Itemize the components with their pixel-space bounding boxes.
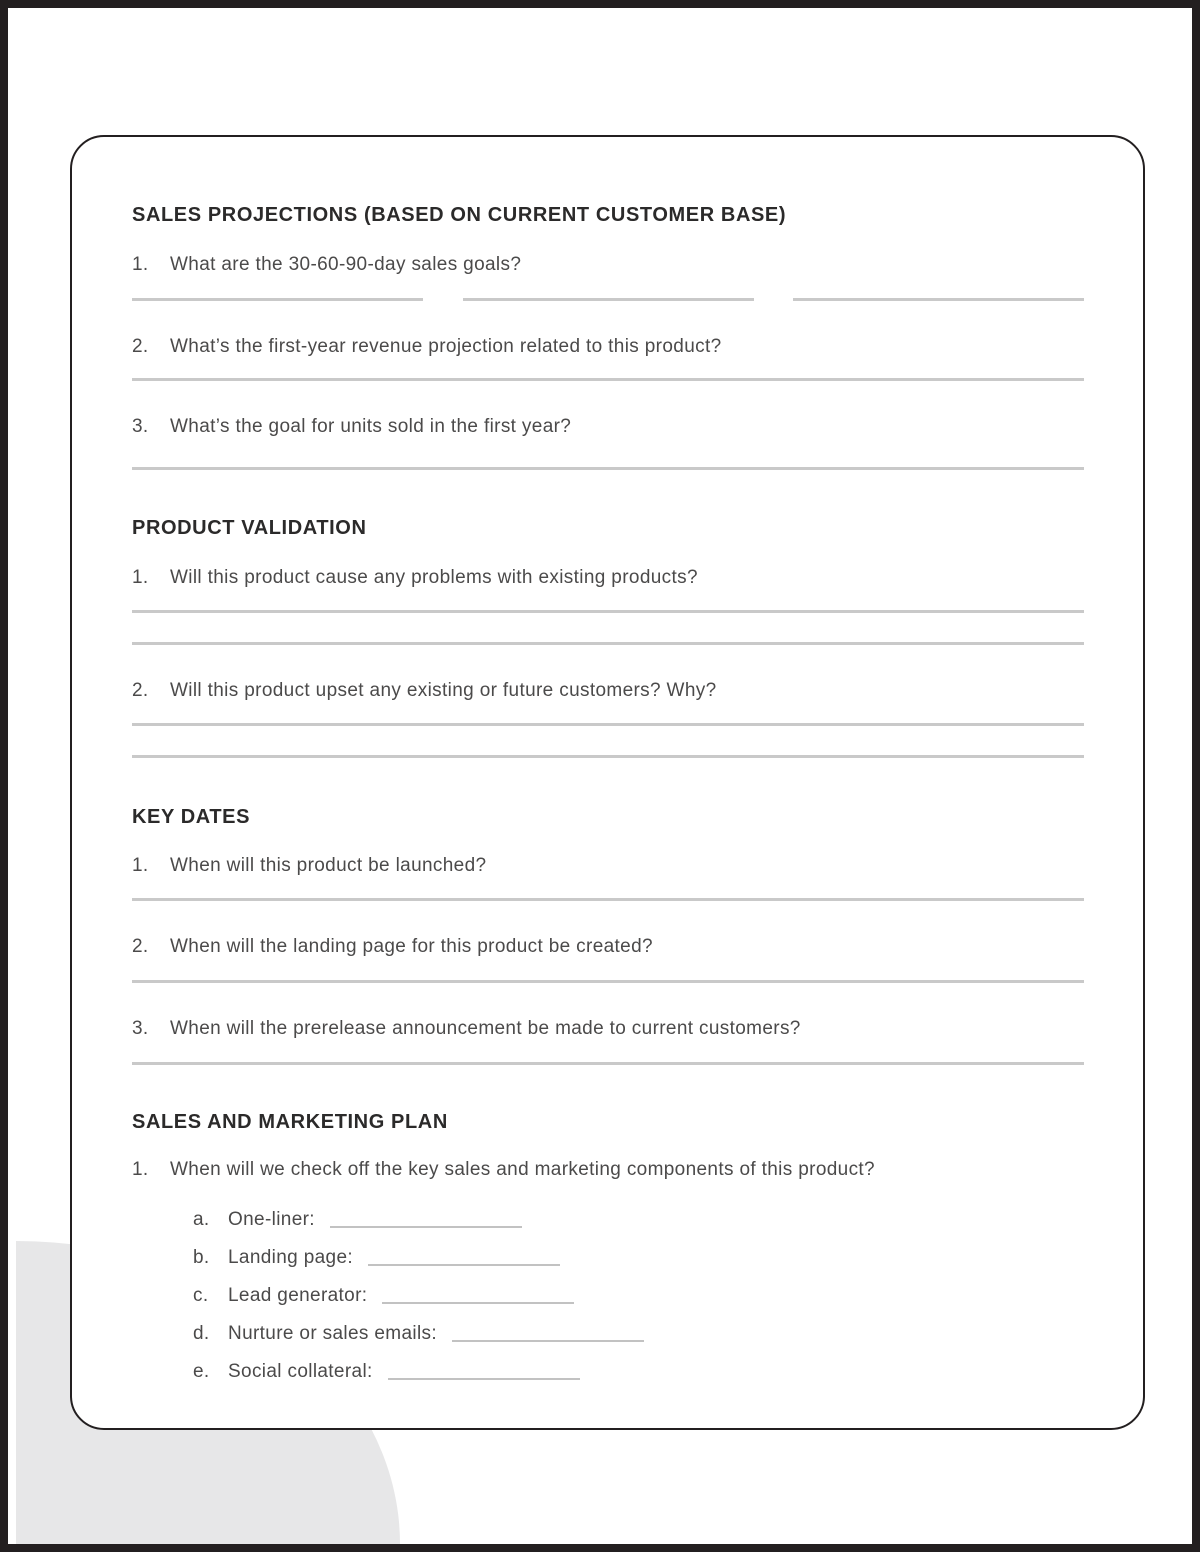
question-text: When will this product be launched? <box>170 855 487 876</box>
question-text: What are the 30-60-90-day sales goals? <box>170 254 522 275</box>
question-row <box>132 415 1084 439</box>
question-number: 2. <box>132 936 149 957</box>
question-number: 1. <box>132 1159 149 1180</box>
sub-item-row <box>193 1360 1084 1384</box>
answer-line <box>132 610 1084 613</box>
question-text: Will this product cause any problems with existing products? <box>170 567 698 588</box>
section-sales-projections <box>132 203 1084 470</box>
sub-item-letter: d. <box>193 1323 210 1344</box>
question-row <box>132 679 1084 703</box>
sub-item-row <box>193 1284 1084 1308</box>
question-text: When will the landing page for this product be created? <box>170 936 653 957</box>
question-row <box>132 253 1084 277</box>
answer-line <box>132 378 1084 381</box>
question-number: 2. <box>132 336 149 357</box>
section-sales-marketing-plan <box>132 1110 1084 1384</box>
sub-item-label: One-liner: <box>228 1209 315 1230</box>
answer-line <box>132 642 1084 645</box>
section-title: SALES PROJECTIONS (BASED ON CURRENT CUSTOMER BASE) <box>132 204 787 226</box>
question-number: 1. <box>132 254 149 275</box>
question-row <box>132 335 1084 359</box>
section-title: SALES AND MARKETING PLAN <box>132 1111 448 1133</box>
answer-line <box>793 298 1084 301</box>
section-title: PRODUCT VALIDATION <box>132 517 367 539</box>
question-number: 3. <box>132 1018 149 1039</box>
sub-item-label: Lead generator: <box>228 1285 368 1306</box>
sub-item-letter: c. <box>193 1285 209 1306</box>
answer-line <box>132 980 1084 983</box>
answer-line-row <box>132 298 1084 301</box>
sub-item-row <box>193 1322 1084 1346</box>
answer-line <box>132 298 423 301</box>
question-row <box>132 566 1084 590</box>
sub-item-label: Landing page: <box>228 1247 353 1268</box>
section-title: KEY DATES <box>132 806 251 828</box>
question-number: 2. <box>132 680 149 701</box>
answer-line-short <box>452 1340 644 1342</box>
answer-line <box>132 467 1084 470</box>
question-row <box>132 935 1084 959</box>
question-text: Will this product upset any existing or future customers? Why? <box>170 680 717 701</box>
question-row <box>132 854 1084 878</box>
answer-line-short <box>330 1226 522 1228</box>
answer-line <box>132 755 1084 758</box>
question-number: 1. <box>132 855 149 876</box>
worksheet-card <box>70 135 1145 1430</box>
question-text: What’s the goal for units sold in the first year? <box>170 416 572 437</box>
sub-item-letter: e. <box>193 1361 210 1382</box>
sub-item-row <box>193 1246 1084 1270</box>
section-product-validation <box>132 516 1084 758</box>
sub-item-label: Social collateral: <box>228 1361 373 1382</box>
question-row <box>132 1017 1084 1041</box>
answer-line-short <box>368 1264 560 1266</box>
question-number: 3. <box>132 416 149 437</box>
answer-line <box>132 723 1084 726</box>
question-text: When will the prerelease announcement be made to current customers? <box>170 1018 801 1039</box>
question-number: 1. <box>132 567 149 588</box>
question-row <box>132 1158 1084 1182</box>
sub-item-letter: b. <box>193 1247 210 1268</box>
answer-line <box>463 298 754 301</box>
answer-line <box>132 898 1084 901</box>
question-text: When will we check off the key sales and marketing components of this product? <box>170 1159 875 1180</box>
answer-line-short <box>382 1302 574 1304</box>
sub-item-row <box>193 1208 1084 1232</box>
sub-item-label: Nurture or sales emails: <box>228 1323 438 1344</box>
section-key-dates <box>132 805 1084 1065</box>
answer-line <box>132 1062 1084 1065</box>
question-text: What’s the first-year revenue projection related to this product? <box>170 336 722 357</box>
answer-line-short <box>388 1378 580 1380</box>
sub-item-letter: a. <box>193 1209 210 1230</box>
